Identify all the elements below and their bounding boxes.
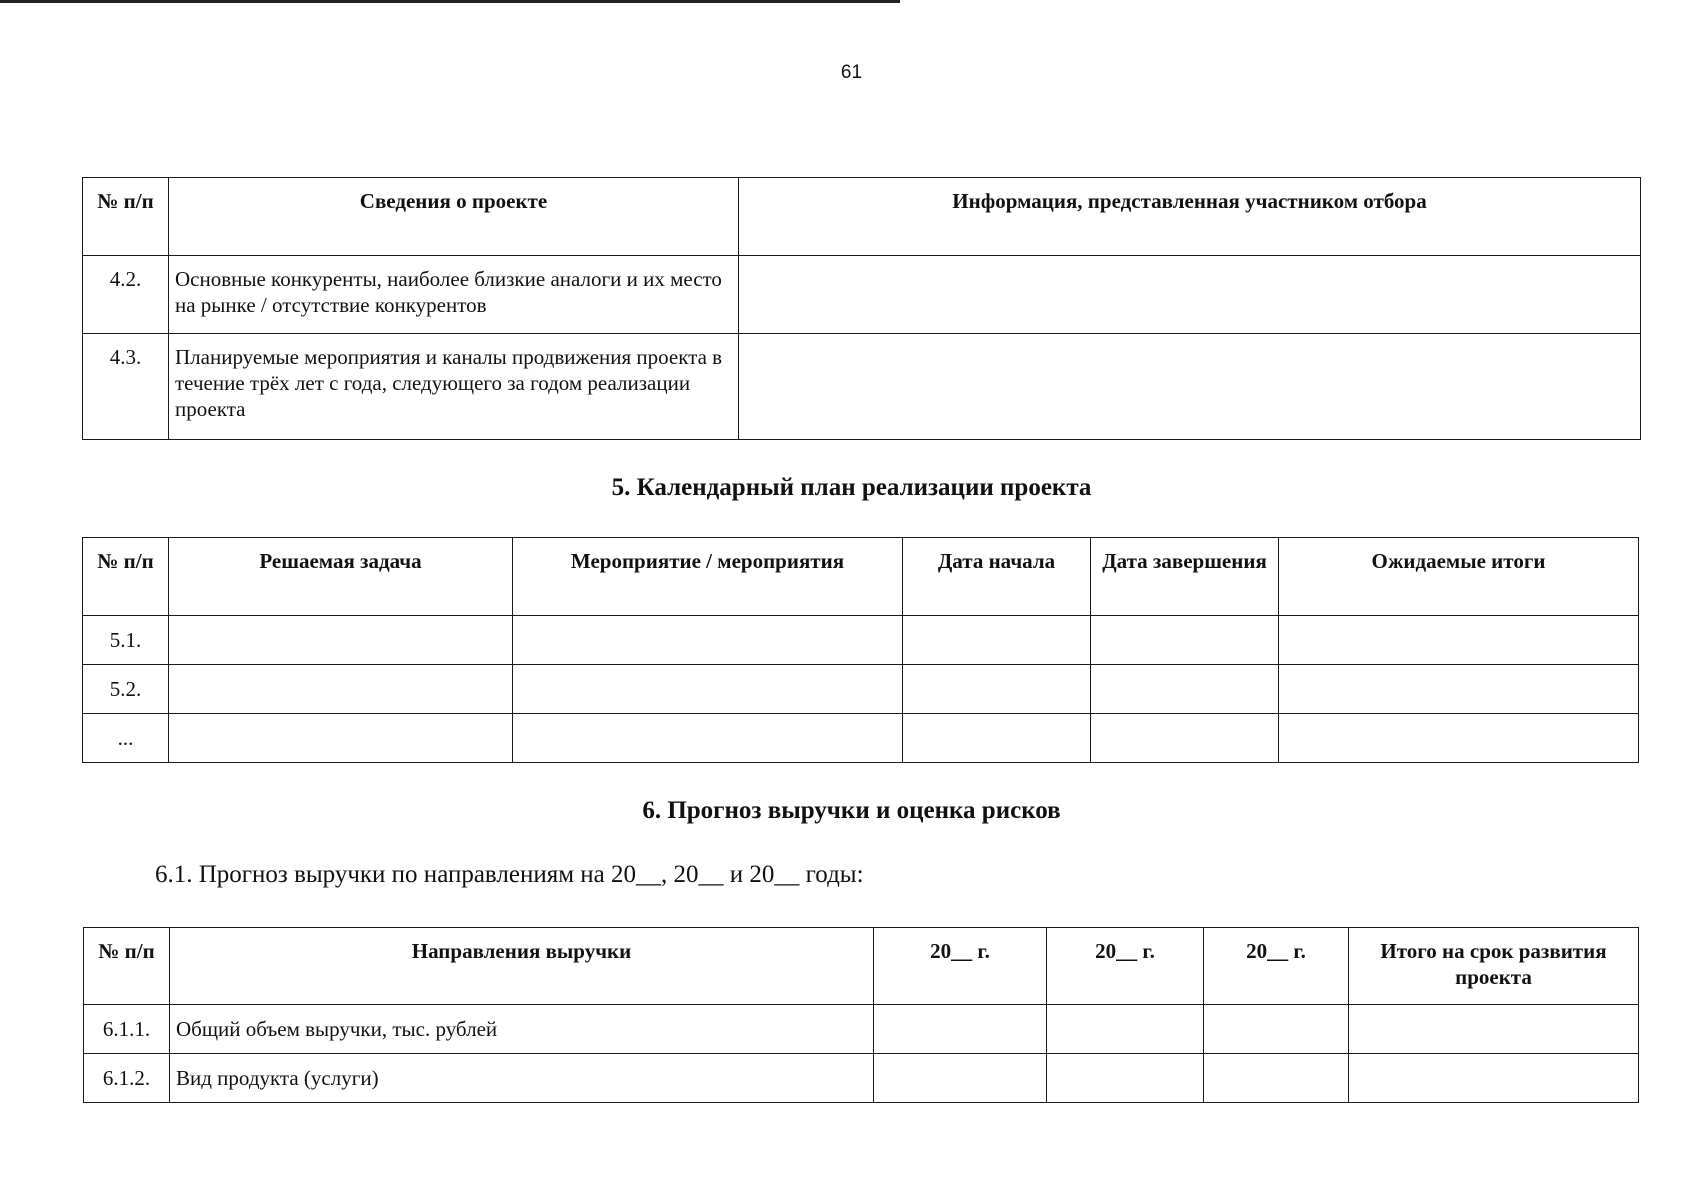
table-cell [513,665,903,714]
table-row [84,1054,1639,1103]
row-number: 5.1. [83,616,169,665]
table-cell [1047,1054,1204,1103]
table-cell [1047,1005,1204,1054]
table-cell [169,714,513,763]
table-cell [1204,1005,1349,1054]
row-number: ... [83,714,169,763]
header-project-info: Сведения о проекте [169,178,739,256]
table-cell [1279,616,1639,665]
row-number: 4.3. [83,334,169,440]
table-calendar-plan [82,537,1639,763]
table-cell [1091,665,1279,714]
table-cell [903,616,1091,665]
header-end-date: Дата завершения [1091,538,1279,616]
table-cell [1204,1054,1349,1103]
top-scan-rule [0,0,900,3]
table-cell [1349,1005,1639,1054]
table-row [84,1005,1639,1054]
page-number: 61 [840,62,863,83]
header-year-2: 20__ г. [1047,928,1204,1005]
header-num: № п/п [84,928,170,1005]
table-cell [1091,616,1279,665]
header-num: № п/п [83,178,169,256]
table-row [83,665,1639,714]
row-info-cell [739,334,1641,440]
table-cell [169,665,513,714]
row-number: 6.1.2. [84,1054,170,1103]
section-6-title: 6. Прогноз выручки и оценка рисков [642,797,1061,824]
table-row [83,714,1639,763]
table-cell [1349,1054,1639,1103]
table-cell [903,665,1091,714]
header-expected-results: Ожидаемые итоги [1279,538,1639,616]
header-num: № п/п [83,538,169,616]
row-number: 5.2. [83,665,169,714]
table-cell [1279,714,1639,763]
header-task: Решаемая задача [169,538,513,616]
row-text: Общий объем выручки, тыс. рублей [170,1005,874,1054]
row-number: 6.1.1. [84,1005,170,1054]
table-cell [513,616,903,665]
header-total: Итого на срок развития проекта [1349,928,1639,1005]
header-activity: Мероприятие / мероприятия [513,538,903,616]
table-revenue-forecast [83,927,1639,1103]
row-text: Планируемые мероприятия и каналы продвижения проекта в течение трёх лет с года, следующего за годом реализации проекта [169,334,739,440]
header-participant-info: Информация, представленная участником отбора [739,178,1641,256]
row-number: 4.2. [83,256,169,334]
table-header-row [83,538,1639,616]
row-info-cell [739,256,1641,334]
table-row [83,334,1641,440]
table-cell [874,1054,1047,1103]
table-project-info [82,177,1641,440]
header-year-3: 20__ г. [1204,928,1349,1005]
row-text: Вид продукта (услуги) [170,1054,874,1103]
section-5-title: 5. Календарный план реализации проекта [611,474,1092,501]
table-cell [169,616,513,665]
header-revenue-direction: Направления выручки [170,928,874,1005]
table-cell [874,1005,1047,1054]
row-text: Основные конкуренты, наиболее близкие аналоги и их место на рынке / отсутствие конкурентов [169,256,739,334]
table-header-row [83,178,1641,256]
table-cell [513,714,903,763]
table-cell [903,714,1091,763]
section-6-1-subheading: 6.1. Прогноз выручки по направлениям на 20__, 20__ и 20__ годы: [155,861,864,888]
table-header-row [84,928,1639,1005]
table-row [83,616,1639,665]
header-year-1: 20__ г. [874,928,1047,1005]
table-row [83,256,1641,334]
table-cell [1091,714,1279,763]
table-cell [1279,665,1639,714]
header-start-date: Дата начала [903,538,1091,616]
